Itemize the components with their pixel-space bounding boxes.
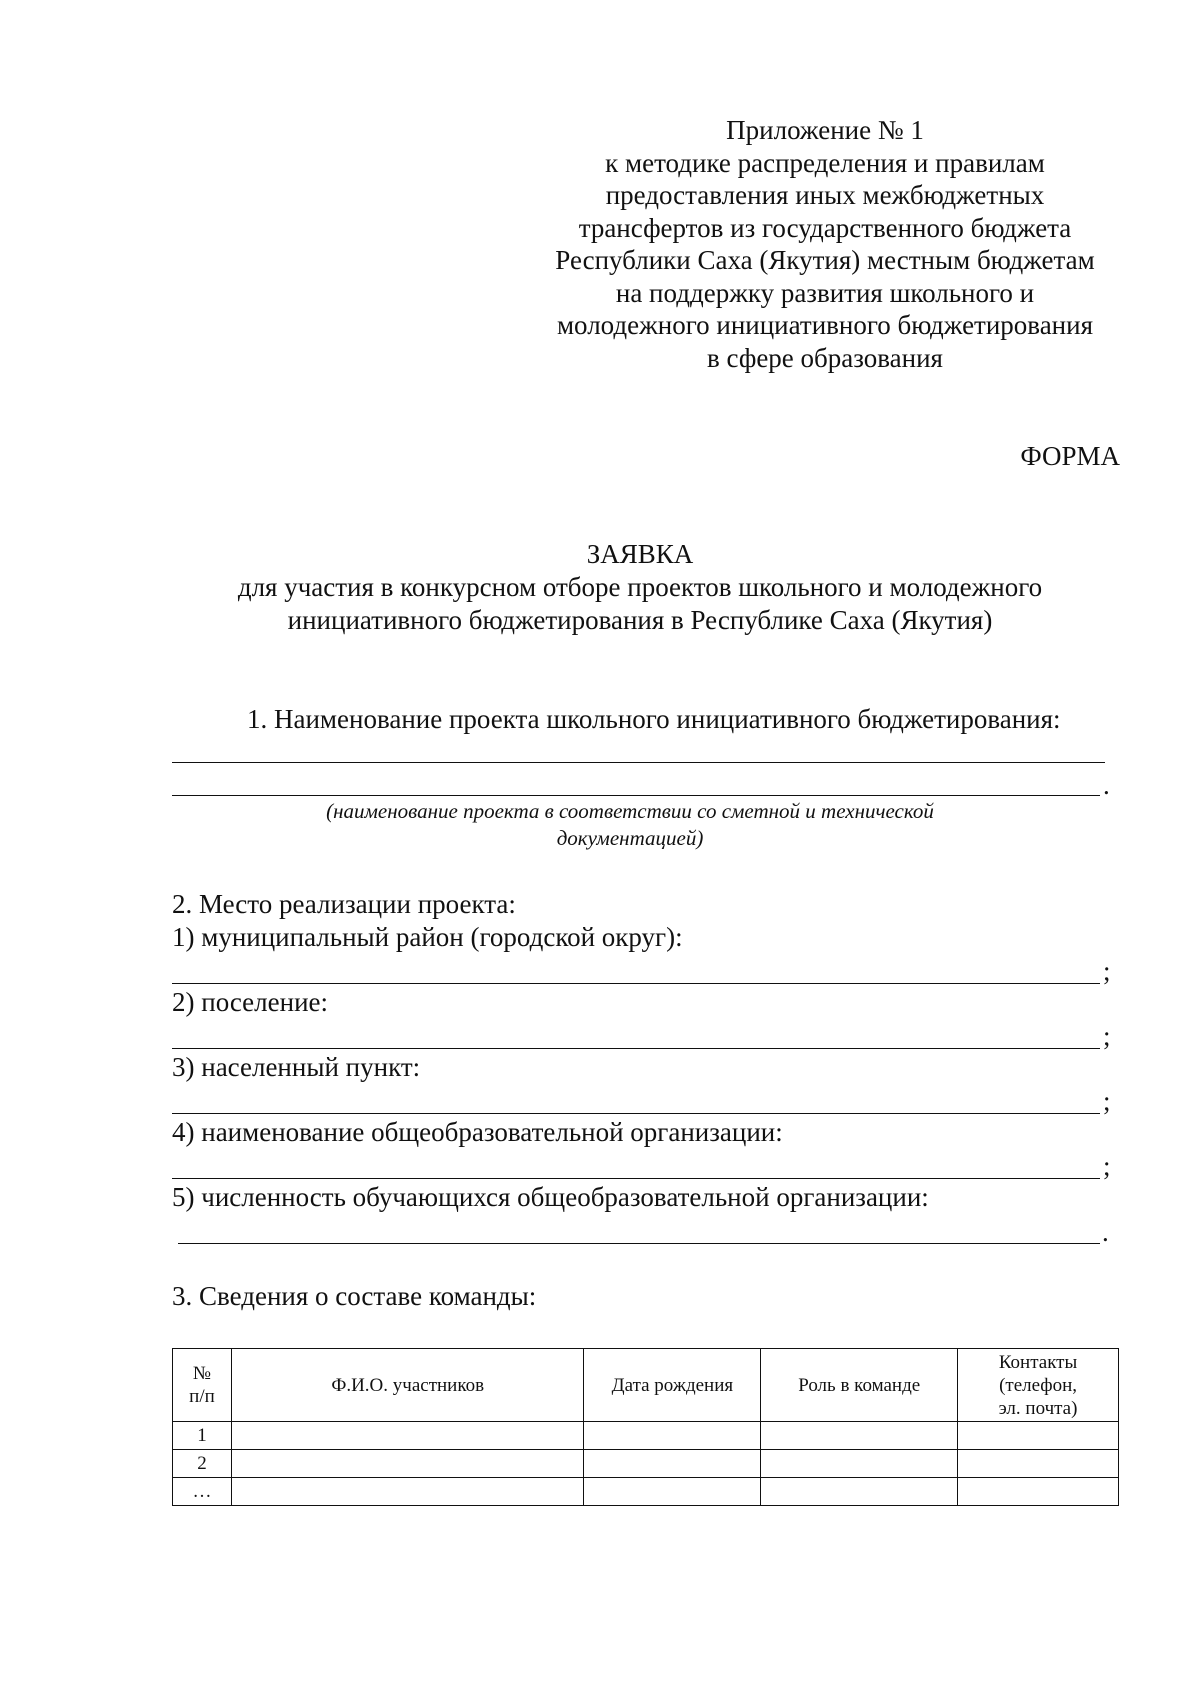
table-header-row bbox=[173, 1349, 1119, 1422]
locality-label: 3) населенный пункт: bbox=[172, 1052, 421, 1082]
birth-date-cell[interactable] bbox=[584, 1450, 761, 1478]
column-header-role: Роль в команде bbox=[761, 1349, 958, 1422]
column-header-number bbox=[173, 1349, 232, 1422]
participant-name-cell[interactable] bbox=[231, 1450, 584, 1478]
end-punctuation: ; bbox=[1103, 1086, 1111, 1116]
section1-label: 1. Наименование проекта школьного инициативного бюджетирования: bbox=[247, 704, 1061, 734]
row-number: 1 bbox=[173, 1422, 232, 1450]
annex-line: трансфертов из государственного бюджета bbox=[578, 212, 1072, 243]
students-count-label: 5) численность обучающихся общеобразовательной организации: bbox=[172, 1182, 929, 1212]
header-text: Контакты bbox=[998, 1351, 1078, 1373]
column-header-name: Ф.И.О. участников bbox=[231, 1349, 584, 1422]
table-row bbox=[173, 1478, 1119, 1506]
annex-line: в сфере образования bbox=[707, 342, 943, 373]
table-row bbox=[173, 1450, 1119, 1478]
annex-line: предоставления иных межбюджетных bbox=[605, 180, 1045, 210]
district-label: 1) муниципальный район (городской округ): bbox=[172, 922, 683, 952]
school-name-label: 4) наименование общеобразовательной организации: bbox=[172, 1117, 783, 1147]
contacts-cell[interactable] bbox=[958, 1450, 1119, 1478]
participant-name-cell[interactable] bbox=[231, 1478, 584, 1506]
birth-date-cell[interactable] bbox=[584, 1478, 761, 1506]
settlement-field[interactable] bbox=[172, 1048, 1100, 1049]
table-row bbox=[173, 1422, 1119, 1450]
annex-line: Приложение № 1 bbox=[726, 115, 924, 145]
annex-line: молодежного инициативного бюджетирования bbox=[556, 310, 1094, 340]
project-name-caption bbox=[230, 798, 1030, 852]
header-text: (телефон, bbox=[999, 1374, 1078, 1396]
team-table bbox=[172, 1348, 1119, 1506]
title-subtitle: инициативного бюджетирования в Республике Саха (Якутия) bbox=[287, 605, 993, 635]
settlement-label: 2) поселение: bbox=[172, 987, 329, 1017]
project-name-field-line2[interactable] bbox=[172, 795, 1100, 796]
end-punctuation: ; bbox=[1103, 956, 1111, 986]
header-text: эл. почта) bbox=[998, 1397, 1078, 1419]
birth-date-cell[interactable] bbox=[584, 1422, 761, 1450]
section2-label: 2. Место реализации проекта: bbox=[172, 889, 516, 919]
title-subtitle: для участия в конкурсном отборе проектов школьного и молодежного bbox=[237, 572, 1043, 602]
row-number: 2 bbox=[173, 1450, 232, 1478]
column-header-birth-date: Дата рождения bbox=[584, 1349, 761, 1422]
form-label: ФОРМА bbox=[1020, 441, 1120, 471]
section3-label: 3. Сведения о составе команды: bbox=[172, 1281, 537, 1311]
end-punctuation: ; bbox=[1103, 1151, 1111, 1181]
school-name-field[interactable] bbox=[172, 1178, 1100, 1179]
annex-line: на поддержку развития школьного и bbox=[615, 277, 1035, 308]
annex-line: Республики Саха (Якутия) местным бюджетам bbox=[555, 245, 1095, 275]
district-field[interactable] bbox=[172, 983, 1100, 984]
end-punctuation: . bbox=[1102, 1217, 1109, 1247]
row-number: … bbox=[173, 1478, 232, 1506]
end-punctuation: . bbox=[1103, 770, 1110, 800]
role-cell[interactable] bbox=[761, 1422, 958, 1450]
column-header-contacts bbox=[958, 1349, 1119, 1422]
caption-line: (наименование проекта в соответствии со сметной и технической bbox=[326, 799, 934, 823]
caption-line: документацией) bbox=[556, 826, 704, 850]
contacts-cell[interactable] bbox=[958, 1422, 1119, 1450]
role-cell[interactable] bbox=[761, 1478, 958, 1506]
role-cell[interactable] bbox=[761, 1450, 958, 1478]
project-name-field-line1[interactable] bbox=[172, 762, 1105, 763]
students-count-field[interactable] bbox=[178, 1243, 1100, 1244]
end-punctuation: ; bbox=[1103, 1021, 1111, 1051]
annex-header bbox=[530, 114, 1120, 374]
participant-name-cell[interactable] bbox=[231, 1422, 584, 1450]
header-text: № bbox=[192, 1363, 212, 1384]
annex-line: к методике распределения и правилам bbox=[605, 147, 1045, 178]
application-title bbox=[170, 538, 1110, 637]
contacts-cell[interactable] bbox=[958, 1478, 1119, 1506]
title-heading: ЗАЯВКА bbox=[586, 539, 694, 569]
locality-field[interactable] bbox=[172, 1113, 1100, 1114]
header-text: п/п bbox=[189, 1386, 215, 1407]
